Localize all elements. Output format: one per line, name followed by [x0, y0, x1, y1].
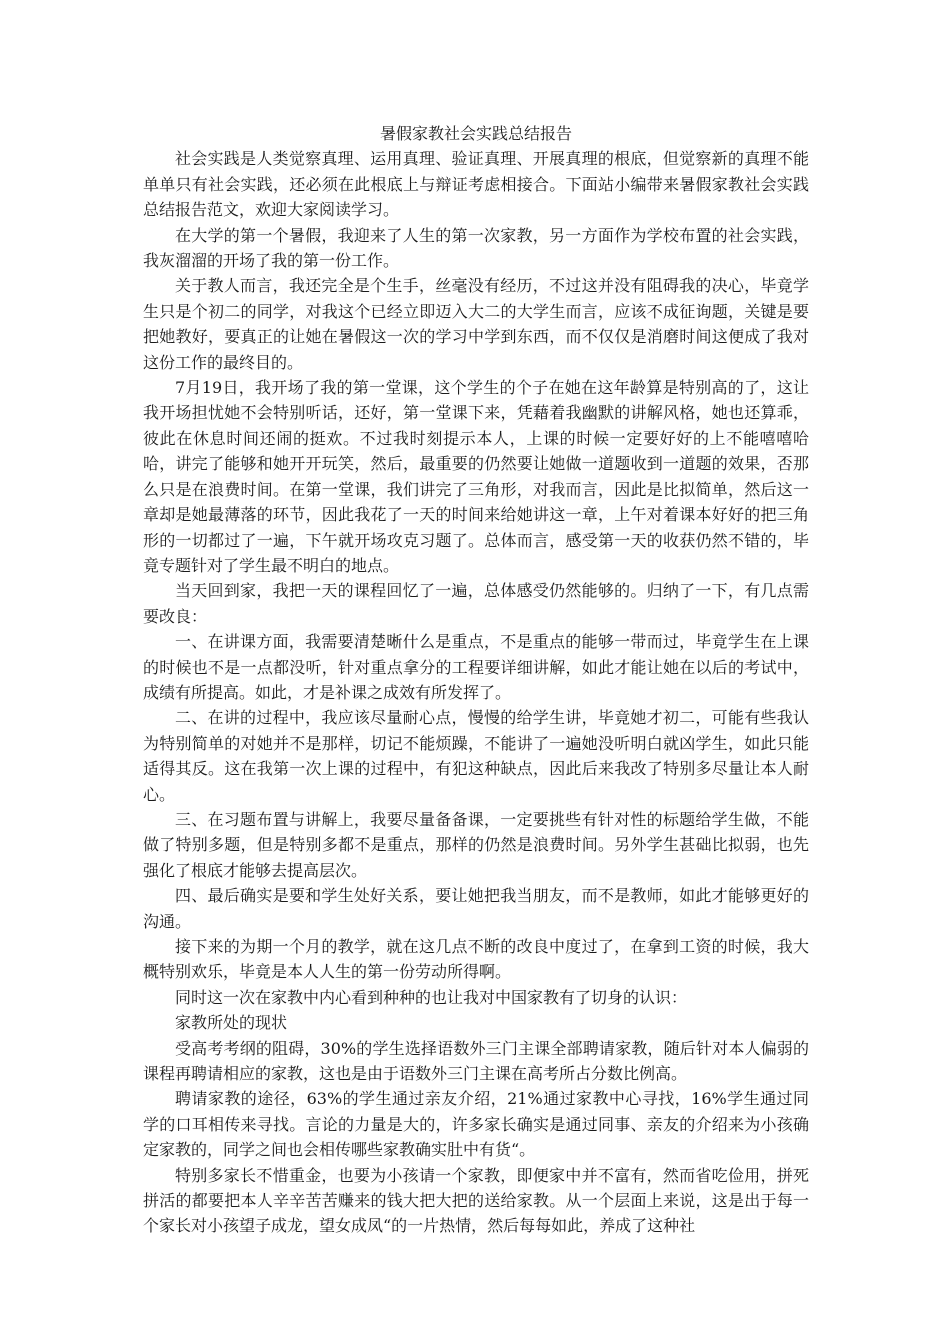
document-title: 暑假家教社会实践总结报告	[379, 124, 572, 143]
paragraph-8: 三、在习题布置与讲解上，我要尽量备备课，一定要挑些有针对性的标题给学生做，不能做了特别多题，但是特别多都不是重点，那样的仍然是浪费时间。另外学生甚础比拟弱，也先强化了根底才能够去提高层次。	[143, 809, 809, 880]
paragraph-2: 在大学的第一个暑假，我迎来了人生的第一次家教，另一方面作为学校布置的社会实践，我灰溜溜的开场了我的第一份工作。	[143, 225, 809, 271]
paragraph-6: 一、在讲课方面，我需要清楚晰什么是重点，不是重点的能够一带而过，毕竟学生在上课的时候也不是一点都没听，针对重点拿分的工程要详细讲解，如此才能让她在以后的考试中，成绩有所提高。如此，才是补课之成效有所发挥了。	[143, 632, 809, 702]
paragraph-4: 7月19日，我开场了我的第一堂课，这个学生的个子在她在这年龄算是特别高的了，这让我开场担忧她不会特别听话，还好，第一堂课下来，凭藉着我幽默的讲解风格，她也还算乖，彼此在休息时间还闹的挺欢。不过我时刻提示本人，上课的时候一定要好好的上不能嘻嘻哈哈，讲完了能够和她开开玩笑，然后，最重要的仍然要让她做一道题收到一道题的效果，否那么只是在浪费时间。在第一堂课，我们讲完了三角形，对我而言，因此是比拟简单，然后这一章却是她最薄落的环节，因此我花了一天的时间来给她讲这一章，上午对着课本好好的把三角形的一切都过了一遍，下午就开场攻克习题了。总体而言，感受第一天的收获仍然不错的，毕竟专题针对了学生最不明白的地点。	[143, 378, 809, 575]
document-page	[143, 121, 809, 1239]
paragraph-9: 四、最后确实是要和学生处好关系，要让她把我当朋友，而不是教师，如此才能够更好的沟通。	[143, 886, 809, 931]
paragraph-1: 社会实践是人类觉察真理、运用真理、验证真理、开展真理的根底，但觉察新的真理不能单单只有社会实践，还必须在此根底上与辩证考虑相接合。下面站小编带来暑假家教社会实践总结报告范文，欢迎大家阅读学习。	[143, 149, 809, 220]
paragraph-3: 关于教人而言，我还完全是个生手，丝毫没有经历，不过这并没有阻碍我的决心，毕竟学生只是个初二的同学，对我这个已经立即迈入大二的大学生而言，应该不成征询题，关键是要把她教好，要真正的让她在暑假这一次的学习中学到东西，而不仅仅是消磨时间这便成了我对这份工作的最终目的。	[143, 276, 809, 372]
section-heading: 家教所处的现状	[175, 1013, 288, 1033]
paragraph-11: 同时这一次在家教中内心看到种种的也让我对中国家教有了切身的认识：	[175, 987, 688, 1007]
paragraph-7: 二、在讲的过程中，我应该尽量耐心点，慢慢的给学生讲，毕竟她才初二，可能有些我认为特别简单的对她并不是那样，切记不能烦躁，不能讲了一遍她没听明白就凶学生，如此只能适得其反。这在我第一次上课的过程中，有犯这种缺点，因此后来我改了特别多尽量让本人耐心。	[143, 708, 809, 804]
paragraph-10: 接下来的为期一个月的教学，就在这几点不断的改良中度过了，在拿到工资的时候，我大概特别欢乐，毕竟是本人人生的第一份劳动所得啊。	[143, 937, 809, 982]
paragraph-12: 受高考考纲的阻碍，30%的学生选择语数外三门主课全部聘请家教，随后针对本人偏弱的课程再聘请相应的家教，这也是由于语数外三门主课在高考所占分数比例高。	[143, 1038, 809, 1084]
paragraph-5: 当天回到家，我把一天的课程回忆了一遍，总体感受仍然能够的。归纳了一下，有几点需要改良：	[143, 581, 809, 626]
paragraph-14: 特别多家长不惜重金，也要为小孩请一个家教，即便家中并不富有，然而省吃俭用，拼死拼活的都要把本人辛辛苦苦赚来的钱大把大把的送给家教。从一个层面上来说，这是出于每一个家长对小孩望子成龙，望女成凤“的一片热情，然后每每如此，养成了这种社	[143, 1165, 809, 1236]
paragraph-13: 聘请家教的途径，63%的学生通过亲友介绍，21%通过家教中心寻找，16%学生通过同学的口耳相传来寻找。言论的力量是大的，许多家长确实是通过同事、亲友的介绍来为小孩确定家教的，同学之间也会相传哪些家教确实肚中有货“。	[143, 1089, 809, 1160]
